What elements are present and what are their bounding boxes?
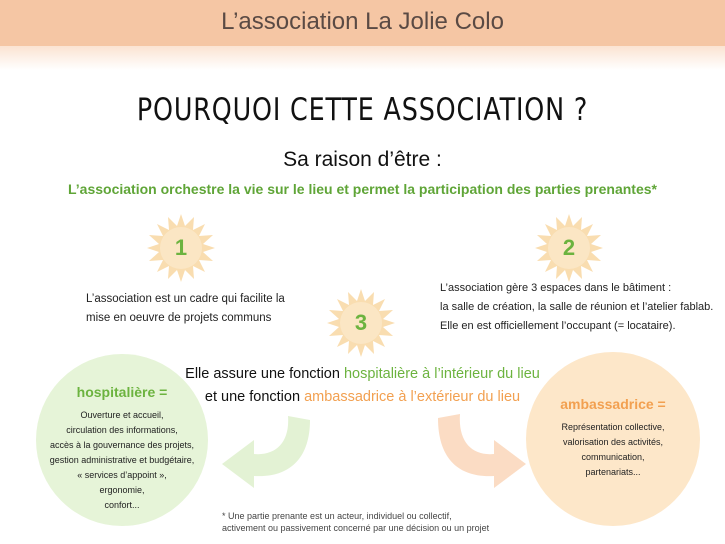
footnote-line: activement ou passivement concerné par une décision ou un projet: [222, 523, 490, 533]
role-line-prefix: Elle assure une fonction: [185, 366, 344, 382]
subtitle: Sa raison d’être :: [283, 148, 442, 171]
role-highlight-ambassadrice: ambassadrice à l’extérieur du lieu: [304, 389, 521, 405]
point-2-text: [440, 279, 725, 336]
point-1-text: [86, 290, 306, 328]
list-item: circulation des informations,: [66, 425, 178, 435]
role-line-prefix: et une fonction: [204, 389, 305, 405]
ambassadrice-title: ambassadrice =: [560, 396, 666, 412]
point-2-line: Elle en est officiellement l’occupant (= locataire).: [440, 320, 676, 332]
hospitaliere-circle: [36, 354, 208, 526]
list-item: « services d’appoint »,: [77, 470, 167, 480]
point-1-line: L’association est un cadre qui facilite la: [86, 293, 285, 305]
point-1-number: 1: [174, 235, 188, 260]
point-3-number: 3: [354, 310, 368, 335]
role-highlight-hospitaliere: hospitalière à l’intérieur du lieu: [343, 366, 540, 382]
ambassadrice-list: [526, 420, 700, 480]
sun-badge-3: [327, 289, 395, 357]
ambassadrice-circle: [526, 352, 700, 526]
list-item: communication,: [581, 452, 645, 462]
list-item: gestion administrative et budgétaire,: [49, 455, 195, 465]
list-item: confort...: [104, 500, 140, 510]
hospitaliere-title: hospitalière =: [76, 384, 168, 400]
point-2-line: L’association gère 3 espaces dans le bâtiment :: [440, 282, 672, 294]
point-1-line: mise en oeuvre de projets communs: [86, 312, 272, 324]
point-2-number: 2: [562, 235, 576, 260]
curved-arrow-icon: [218, 410, 314, 490]
list-item: Représentation collective,: [561, 422, 665, 432]
main-title: POURQUOI CETTE ASSOCIATION ?: [136, 92, 589, 128]
hospitaliere-list: [36, 408, 208, 513]
header-title: L’association La Jolie Colo: [221, 8, 504, 35]
sun-badge-1: [147, 214, 215, 282]
point-2-line: la salle de création, la salle de réunion et l’atelier fablab.: [440, 301, 714, 313]
sun-badge-2: [535, 214, 603, 282]
curved-arrow-icon: [434, 408, 530, 492]
header-fade: [0, 46, 725, 70]
list-item: ergonomie,: [99, 485, 145, 495]
list-item: valorisation des activités,: [562, 437, 664, 447]
list-item: Ouverture et accueil,: [80, 410, 164, 420]
list-item: accès à la gouvernance des projets,: [49, 440, 195, 450]
mission-statement: L’association orchestre la vie sur le lieu et permet la participation des parties prenantes*: [68, 181, 657, 197]
footnote: [222, 510, 542, 534]
footnote-line: * Une partie prenante est un acteur, individuel ou collectif,: [222, 511, 452, 521]
list-item: partenariats...: [585, 467, 641, 477]
